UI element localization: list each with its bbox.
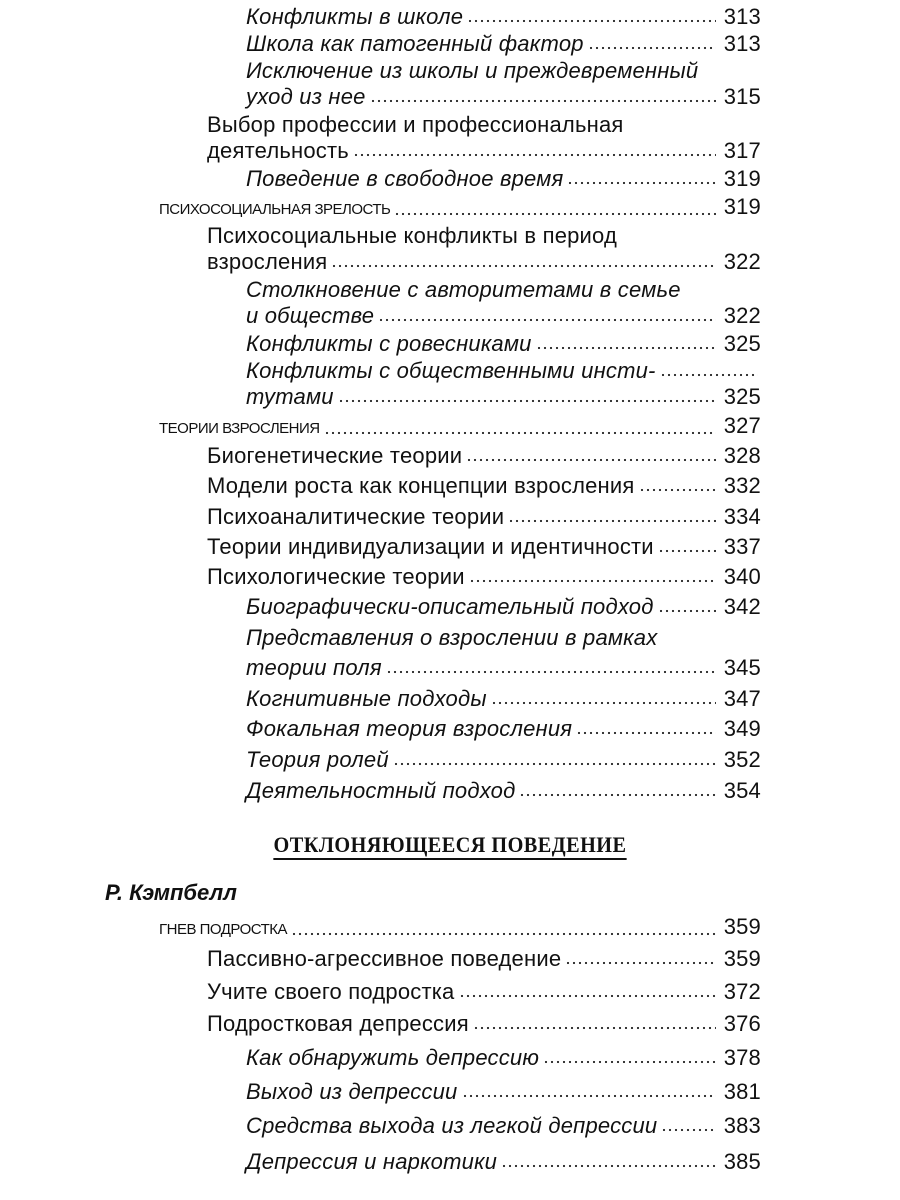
toc-entry	[207, 564, 761, 590]
toc-entry	[246, 31, 761, 57]
dot-leader	[469, 578, 716, 584]
dot-leader	[501, 1163, 716, 1169]
dot-leader	[658, 548, 716, 554]
dot-leader	[338, 398, 716, 404]
dot-leader	[386, 669, 716, 675]
toc-entry	[246, 58, 761, 110]
dot-leader	[370, 98, 716, 104]
page-number: 317	[723, 138, 761, 163]
dot-leader	[588, 45, 716, 51]
toc-entry	[246, 331, 761, 357]
page-number: 359	[723, 914, 761, 939]
dot-leader	[291, 931, 716, 937]
page-number: 332	[723, 473, 761, 498]
page-number: 322	[723, 249, 761, 274]
dot-leader	[576, 730, 716, 736]
entry-title: Депрессия и наркотики	[246, 1149, 498, 1174]
toc-entry	[246, 686, 761, 712]
toc-entry	[207, 443, 761, 469]
dot-leader	[567, 180, 716, 186]
entry-title: деятельность	[207, 138, 349, 163]
entry-title: Конфликты с ровесниками	[246, 331, 532, 356]
toc-entry	[246, 1113, 761, 1139]
toc-entry	[246, 1045, 761, 1071]
dot-leader	[393, 761, 716, 767]
toc-chapter	[159, 914, 761, 943]
toc-entry	[246, 1149, 761, 1175]
toc-chapter	[159, 413, 761, 442]
entry-title: и обществе	[246, 303, 375, 328]
section-title-text: ОТКЛОНЯЮЩЕЕСЯ ПОВЕДЕНИЕ	[274, 832, 627, 860]
entry-title: Конфликты в школе	[246, 4, 464, 29]
entry-title-line1: Выбор профессии и профессиональная	[207, 112, 624, 137]
dot-leader	[660, 372, 758, 378]
page-number: 385	[723, 1149, 761, 1174]
page-number: 334	[723, 504, 761, 529]
entry-title: Средства выхода из легкой депрессии	[246, 1113, 658, 1138]
page-number: 345	[723, 655, 761, 680]
dot-leader	[536, 345, 716, 351]
dot-leader	[378, 317, 716, 323]
toc-entry	[246, 358, 761, 410]
toc-chapter	[159, 194, 761, 223]
dot-leader	[508, 518, 716, 524]
page-number: 376	[723, 1011, 761, 1036]
toc-entry	[207, 534, 761, 560]
page-number: 378	[723, 1045, 761, 1070]
page-number: 352	[723, 747, 761, 772]
entry-title: Учите своего подростка	[207, 979, 455, 1004]
section-title	[36, 832, 864, 858]
toc-entry	[207, 504, 761, 530]
entry-title: Теории индивидуализации и идентичности	[207, 534, 654, 559]
dot-leader	[661, 1127, 716, 1133]
entry-title: уход из нее	[246, 84, 366, 109]
entry-title: Теория ролей	[246, 747, 389, 772]
toc-entry	[246, 778, 761, 804]
entry-title-line1: Исключение из школы и преждевременный	[246, 58, 699, 83]
page-number: 325	[723, 384, 761, 409]
entry-title: Фокальная теория взросления	[246, 716, 573, 741]
dot-leader	[466, 457, 716, 463]
page-number: 327	[723, 413, 761, 438]
page-number: 322	[723, 303, 761, 328]
entry-title: теории поля	[246, 655, 382, 680]
dot-leader	[519, 792, 716, 798]
toc-entry	[246, 716, 761, 742]
toc-entry	[207, 112, 761, 164]
toc-entry	[207, 946, 761, 972]
entry-title: Психоаналитические теории	[207, 504, 505, 529]
dot-leader	[565, 960, 716, 966]
page-number: 347	[723, 686, 761, 711]
author-name: Р. Кэмпбелл	[105, 880, 237, 905]
entry-title: Когнитивные подходы	[246, 686, 487, 711]
page-number: 313	[723, 31, 761, 56]
entry-title: взросления	[207, 249, 328, 274]
entry-title-line1: Психосоциальные конфликты в период	[207, 223, 618, 248]
page-number: 383	[723, 1113, 761, 1138]
dot-leader	[331, 263, 716, 269]
page-number: 319	[723, 194, 761, 219]
toc-entry	[246, 1079, 761, 1105]
dot-leader	[491, 700, 716, 706]
dot-leader	[467, 18, 716, 24]
entry-title: Поведение в свободное время	[246, 166, 564, 191]
entry-title: Модели роста как концепции взросления	[207, 473, 635, 498]
entry-title: Биогенетические теории	[207, 443, 463, 468]
toc-entry	[207, 979, 761, 1005]
entry-title: Психологические теории	[207, 564, 465, 589]
dot-leader	[473, 1025, 716, 1031]
toc-entry	[246, 277, 761, 329]
page-number: 313	[723, 4, 761, 29]
entry-title-line1: Представления о взрослении в рамках	[246, 625, 658, 650]
entry-title: Пассивно-агрессивное поведение	[207, 946, 562, 971]
dot-leader	[639, 487, 716, 493]
page-number: 372	[723, 979, 761, 1004]
page-number: 349	[723, 716, 761, 741]
page-number: 359	[723, 946, 761, 971]
dot-leader	[658, 608, 716, 614]
page-number: 381	[723, 1079, 761, 1104]
toc-entry	[246, 4, 761, 30]
entry-title-line1: Столкновение с авторитетами в семье	[246, 277, 681, 302]
toc-entry	[246, 166, 761, 192]
page-number: 342	[723, 594, 761, 619]
entry-title: Выход из депрессии	[246, 1079, 458, 1104]
chapter-title: ГНЕВ ПОДРОСТКА	[159, 921, 287, 938]
page-number: 325	[723, 331, 761, 356]
toc-entry	[246, 594, 761, 620]
toc-entry	[207, 1011, 761, 1037]
page-number: 340	[723, 564, 761, 589]
toc-entry	[246, 747, 761, 773]
chapter-title: ТЕОРИИ ВЗРОСЛЕНИЯ	[159, 420, 320, 437]
toc-entry	[246, 625, 761, 681]
page-number: 354	[723, 778, 761, 803]
toc-entry	[207, 223, 761, 275]
dot-leader	[353, 152, 716, 158]
chapter-title: ПСИХОСОЦИАЛЬНАЯ ЗРЕЛОСТЬ	[159, 201, 391, 218]
page-number: 319	[723, 166, 761, 191]
dot-leader	[462, 1093, 717, 1099]
entry-title: Школа как патогенный фактор	[246, 31, 584, 56]
toc-entry	[207, 473, 761, 499]
entry-title-line1: Конфликты с общественными инсти-	[246, 358, 656, 383]
dot-leader	[324, 430, 716, 436]
entry-title: Подростковая депрессия	[207, 1011, 469, 1036]
dot-leader	[543, 1059, 716, 1065]
entry-title: Деятельностный подход	[246, 778, 516, 803]
page-number: 337	[723, 534, 761, 559]
dot-leader	[459, 993, 717, 999]
page-number: 315	[723, 84, 761, 109]
dot-leader	[394, 211, 716, 217]
entry-title: тутами	[246, 384, 334, 409]
page-number: 328	[723, 443, 761, 468]
entry-title: Как обнаружить депрессию	[246, 1045, 540, 1070]
entry-title: Биографически-описательный подход	[246, 594, 654, 619]
